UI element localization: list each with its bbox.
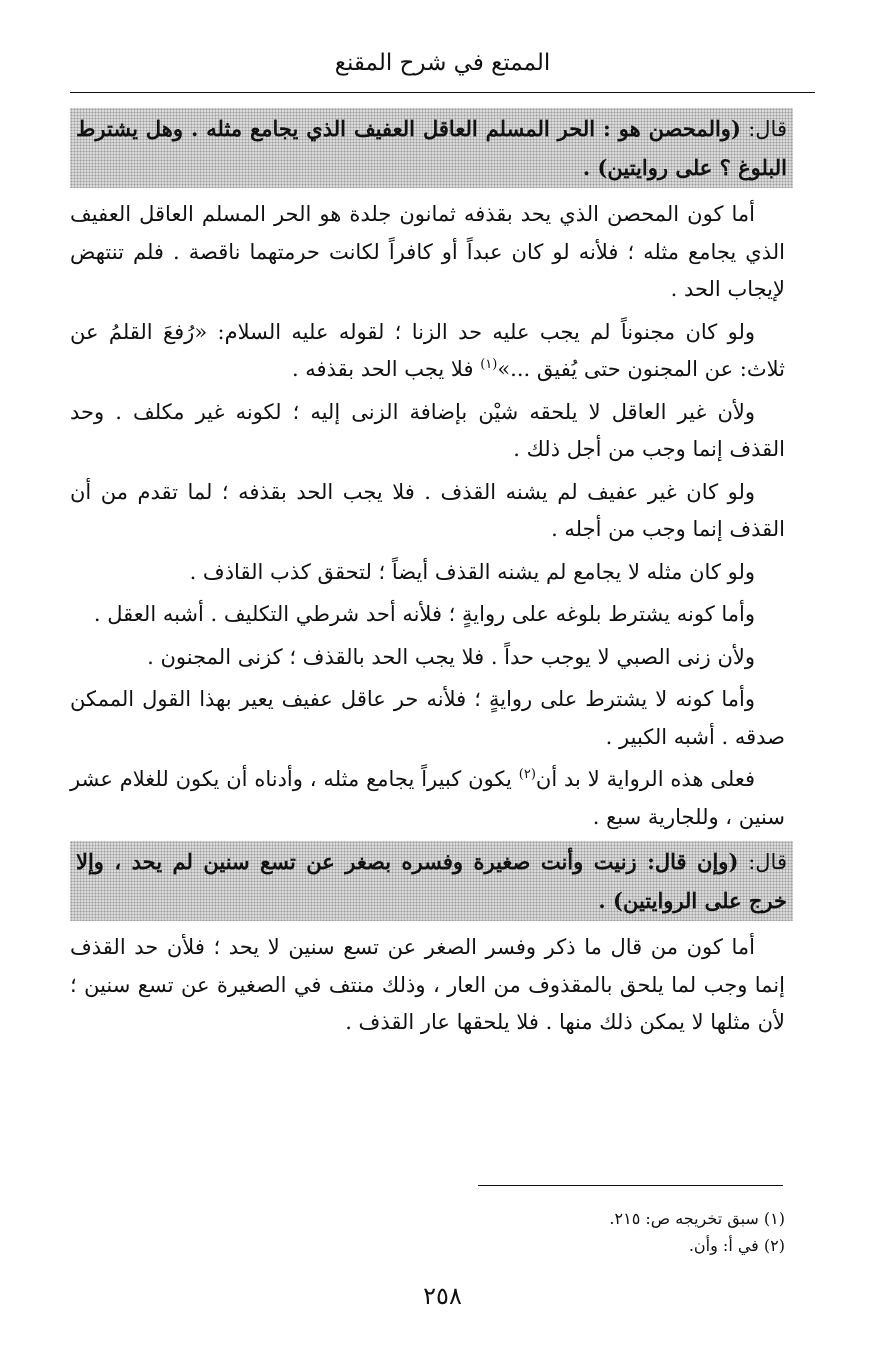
paragraph-text: ولأن غير العاقل لا يلحقه شيْن بإضافة الزنى إليه ؛ لكونه غير مكلف . وحد القذف إنما وجب من أجل ذلك . [70, 399, 785, 461]
paragraph-text: ولو كان مجنوناً لم يجب عليه حد الزنا ؛ لقوله عليه السلام: «رُفعَ القلمُ عن ثلاث: عن المجنون حتى يُفيق ...» [70, 319, 785, 381]
footnote-2: (٢) في أ: وأن. [688, 1236, 785, 1255]
commentary-paragraph [70, 929, 785, 1042]
paragraph-text: وأما كونه يشترط بلوغه على روايةٍ ؛ فلأنه أحد شرطي التكليف . أشبه العقل . [93, 602, 755, 626]
qala-label: قال: [738, 850, 787, 874]
paragraph-text: ولو كان مثله لا يجامع لم يشنه القذف أيضاً ؛ لتحقق كذب القاذف . [189, 559, 755, 584]
matn-passage-2 [70, 841, 793, 921]
paragraph-text: وأما كونه لا يشترط على روايةٍ ؛ فلأنه حر عاقل عفيف يعير بهذا القول الممكن صدقه . أشبه الكبير . [70, 687, 785, 749]
matn-text: (وإن قال: زنيت وأنت صغيرة وفسره بصغر عن تسع سنين لم يحد ، وإلا خرج على الروايتين) . [76, 849, 787, 913]
commentary-paragraph [70, 314, 785, 389]
footnote-1: (١) سبق تخريجه ص: ٢١٥. [609, 1209, 785, 1228]
commentary-paragraph [70, 474, 785, 549]
paragraph-text: أما كون المحصن الذي يحد بقذفه ثمانون جلدة هو الحر المسلم العاقل العفيف الذي يجامع مثله ؛ فلأنه لو كان عبداً أو كافراً لكانت حرمتهما ناقصة . فلم تنتهض لإيجاب الحد . [70, 202, 785, 301]
commentary-paragraph [70, 394, 785, 469]
footnote-ref[interactable]: (١) [480, 357, 498, 372]
qala-label: قال: [740, 117, 787, 141]
header-divider [70, 92, 815, 93]
paragraph-text: ولو كان غير عفيف لم يشنه القذف . فلا يجب الحد بقذفه ؛ لما تقدم من أن القذف إنما وجب من أجله . [70, 479, 785, 541]
paragraph-text: يكون كبيراً يجامع مثله ، وأدناه أن يكون للغلام عشر سنين ، وللجارية سبع . [70, 767, 785, 829]
commentary-paragraph [70, 681, 785, 756]
paragraph-text: ولأن زنى الصبي لا يوجب حداً . فلا يجب الحد بالقذف ؛ كزنى المجنون . [147, 644, 755, 669]
commentary-paragraph [70, 196, 785, 309]
page-number: ٢٥٨ [423, 1282, 462, 1310]
commentary-paragraph [70, 639, 785, 677]
running-header: الممتع في شرح المقنع [334, 50, 551, 76]
commentary-paragraph [70, 554, 785, 592]
footnotes [70, 1205, 785, 1259]
paragraph-text: فعلى هذه الرواية لا بد أن [535, 767, 756, 791]
paragraph-text: فلا يجب الحد بقذفه . [291, 357, 481, 381]
footnote-divider [478, 1185, 783, 1186]
main-text [70, 108, 785, 1047]
footnote-ref[interactable]: (٢) [518, 767, 536, 782]
commentary-paragraph [70, 761, 785, 836]
commentary-paragraph [70, 596, 785, 634]
matn-text: (والمحصن هو : الحر المسلم العاقل العفيف الذي يجامع مثله . وهل يشترط البلوغ ؟ على روايتين) . [76, 116, 787, 180]
matn-passage-1 [70, 108, 793, 188]
paragraph-text: أما كون من قال ما ذكر وفسر الصغر عن تسع سنين لا يحد ؛ فلأن حد القذف إنما وجب لما يلحق بالمقذوف من العار ، وذلك منتف في الصغيرة عن تسع سنين ؛ لأن مثلها لا يمكن ذلك منها . فلا يلحقها عار القذف . [70, 935, 785, 1034]
